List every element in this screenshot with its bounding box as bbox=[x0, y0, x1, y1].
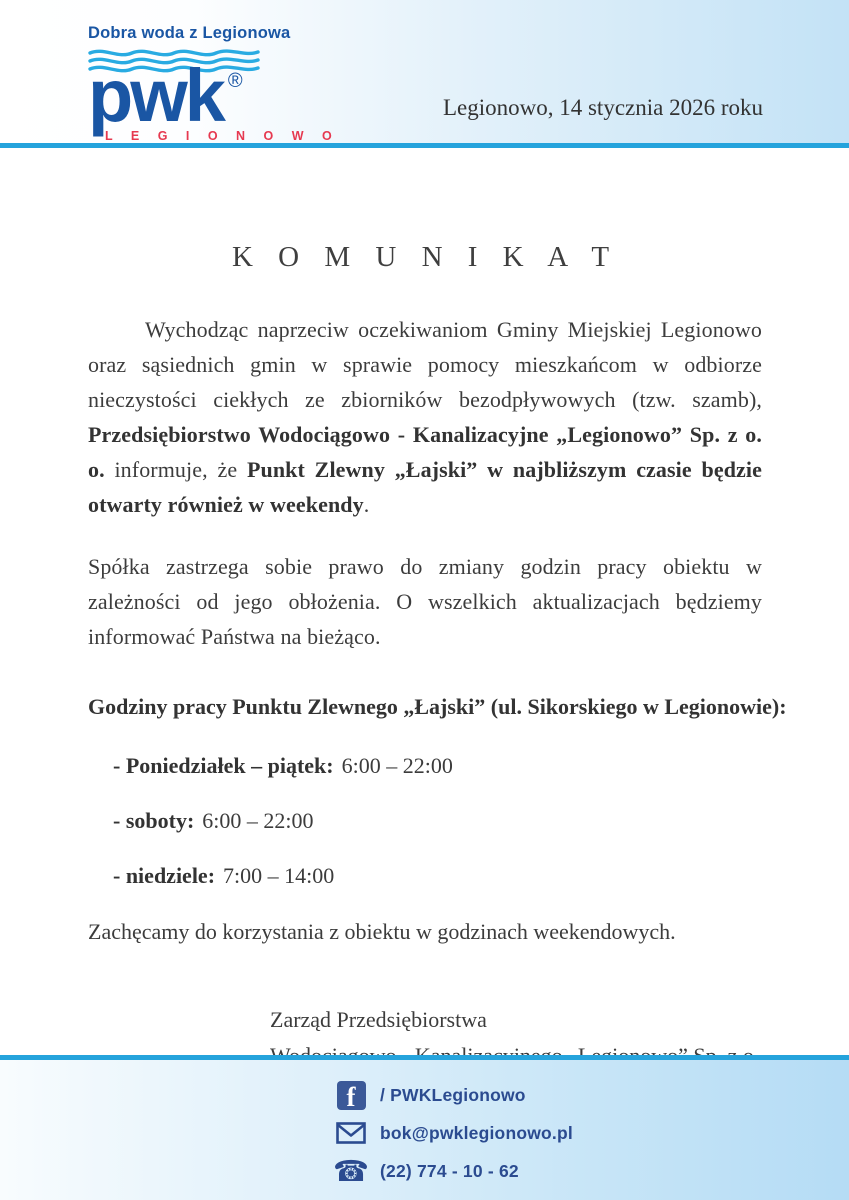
logo-brand-text: pwk bbox=[88, 54, 223, 137]
schedule-time: 6:00 – 22:00 bbox=[341, 753, 453, 778]
contact-phone-row bbox=[332, 1152, 573, 1190]
schedule-time: 6:00 – 22:00 bbox=[202, 808, 314, 833]
schedule-day-label: - Poniedziałek – piątek: bbox=[113, 753, 334, 778]
schedule-time: 7:00 – 14:00 bbox=[223, 863, 335, 888]
list-item bbox=[113, 862, 762, 890]
logo-city-text: L E G I O N O W O bbox=[105, 129, 340, 143]
facebook-handle: / PWKLegionowo bbox=[380, 1084, 526, 1105]
list-item bbox=[113, 752, 762, 780]
document-title: K O M U N I K A T bbox=[231, 241, 619, 273]
contact-block bbox=[332, 1076, 573, 1190]
contact-facebook-row bbox=[335, 1076, 573, 1114]
letter-footer bbox=[0, 1055, 849, 1200]
document-date: Legionowo, 14 stycznia 2026 roku bbox=[442, 95, 763, 120]
phone-number: (22) 774 - 10 - 62 bbox=[380, 1160, 519, 1181]
list-item bbox=[113, 807, 762, 835]
company-logo bbox=[88, 24, 340, 143]
document-body bbox=[88, 153, 787, 1110]
contact-email-row bbox=[335, 1114, 573, 1152]
schedule-day-label: - soboty: bbox=[113, 808, 195, 833]
logo-tagline: Dobra woda z Legionowa bbox=[88, 24, 291, 42]
telephone-icon: ☎ bbox=[332, 1153, 370, 1188]
facebook-icon: f bbox=[335, 1081, 367, 1110]
schedule-heading: Godziny pracy Punktu Zlewnego „Łajski” (ul. Sikorskiego w Legionowie): bbox=[88, 694, 787, 719]
registered-trademark-icon: ® bbox=[227, 70, 243, 92]
closing-sentence: Zachęcamy do korzystania z obiektu w godzinach weekendowych. bbox=[88, 919, 676, 944]
signature-line1: Zarząd Przedsiębiorstwa bbox=[270, 1007, 487, 1032]
schedule-list bbox=[88, 752, 762, 890]
email-address: bok@pwklegionowo.pl bbox=[380, 1122, 573, 1143]
paragraph-disclaimer: Spółka zastrzega sobie prawo do zmiany godzin pracy obiektu w zależności od jego obłożenia. O wszelkich aktualizacjach będziemy informować Państwa na bieżąco. bbox=[88, 554, 762, 649]
letterhead bbox=[0, 0, 849, 148]
schedule-day-label: - niedziele: bbox=[113, 863, 216, 888]
envelope-icon bbox=[335, 1122, 367, 1144]
logo-wordmark bbox=[88, 54, 288, 137]
paragraph-announcement: Wychodząc naprzeciw oczekiwaniom Gminy Miejskiej Legionowo oraz sąsiednich gmin w sprawie pomocy mieszkańcom w odbiorze nieczystości ciekłych ze zbiorników bezodpływowych (tzw. szamb), Przedsiębiorstwo Wodociągowo - Kanalizacyjne „Legionowo” Sp. z o. o. informuje, że Punkt Zlewny „Łajski” w najbliższym czasie będzie otwarty również w weekendy. bbox=[88, 317, 762, 517]
